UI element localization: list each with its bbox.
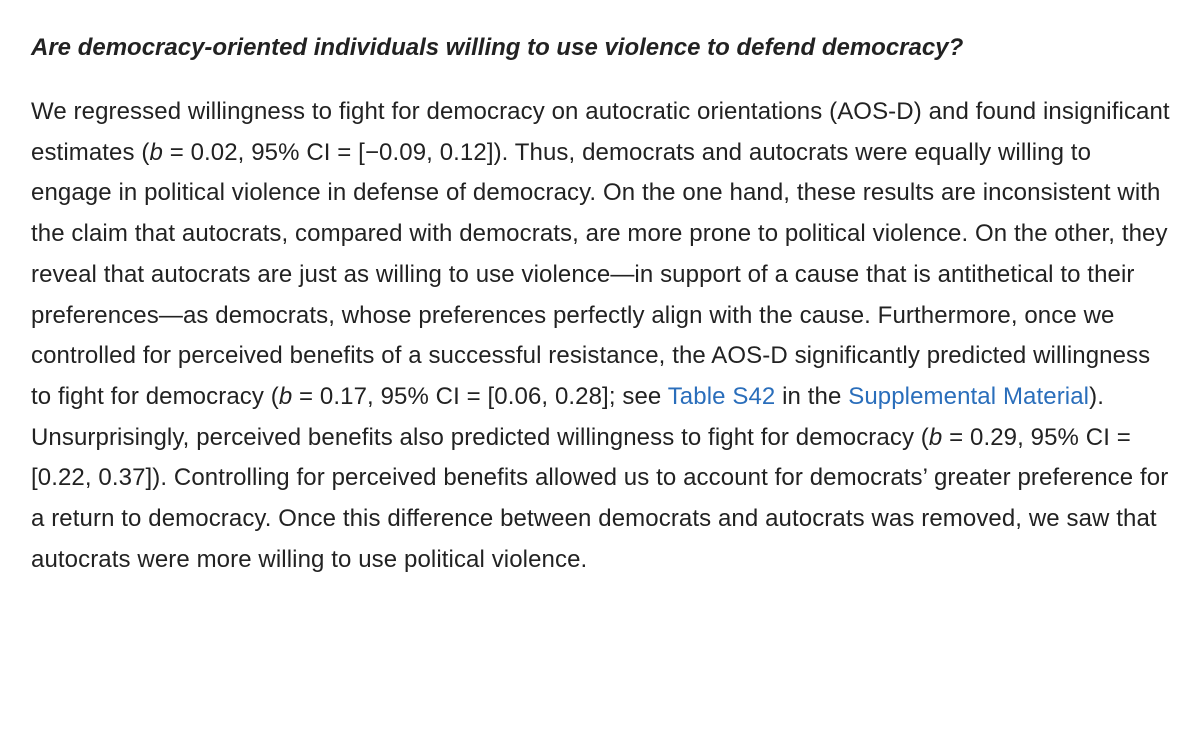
paragraph-text: We regressed willingness to fight for democracy on autocratic orientations (AOS-D) and found insignificant estimates (: [31, 98, 1170, 166]
paragraph-text: = 0.17, 95% CI = [0.06, 0.28]; see: [292, 382, 668, 410]
body-paragraph: [31, 92, 1176, 580]
table-s42-link[interactable]: Table S42: [667, 382, 776, 410]
coefficient-symbol: b: [149, 138, 163, 166]
section-heading: Are democracy-oriented individuals willing to use violence to defend democracy?: [31, 34, 964, 61]
coefficient-symbol: b: [928, 423, 943, 451]
coefficient-symbol: b: [278, 382, 293, 410]
paragraph-text: ). Unsurprisingly, perceived benefits also predicted willingness to fight for democracy (: [31, 382, 1104, 451]
paragraph-text: in the: [775, 382, 849, 410]
article-section: [31, 30, 1176, 580]
paragraph-text: = 0.02, 95% CI = [−0.09, 0.12]). Thus, democrats and autocrats were equally willing to engage in political violence in defense of democracy. On the one hand, these results are inconsistent with the claim that autocrats, compared with democrats, are more prone to political violence. On the other, they reveal that autocrats are just as willing to use violence—in support of a cause that is antithetical to their preferences—as democrats, whose preferences perfectly align with the cause. Furthermore, once we controlled for perceived benefits of a successful resistance, the AOS-D significantly predicted willingness to fight for democracy (: [31, 138, 1168, 410]
paragraph-text: = 0.29, 95% CI = [0.22, 0.37]). Controlling for perceived benefits allowed us to account for democrats’ greater preference for a return to democracy. Once this difference between democrats and autocrats was removed, we saw that autocrats were more willing to use political violence.: [31, 423, 1169, 573]
supplemental-material-link[interactable]: Supplemental Material: [848, 382, 1090, 410]
